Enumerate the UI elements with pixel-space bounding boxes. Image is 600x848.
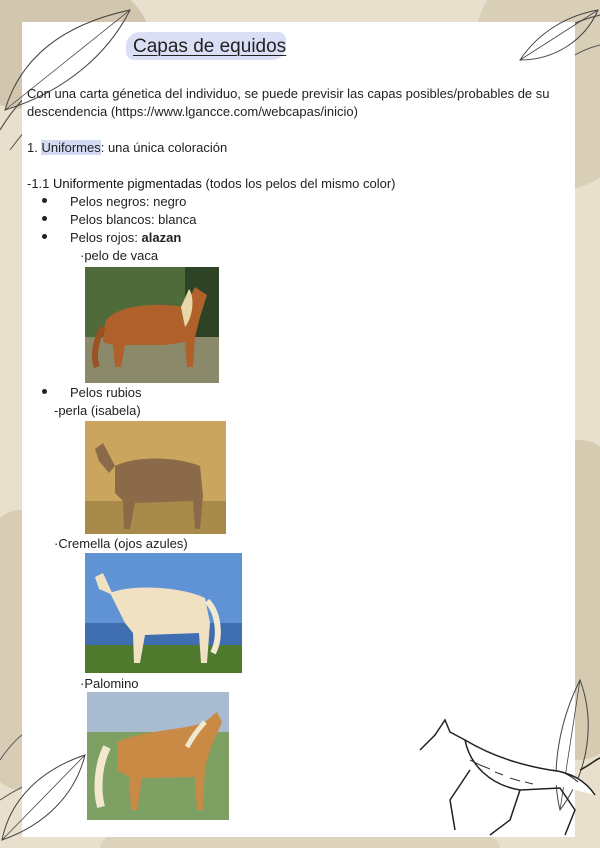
section-1-number: 1. — [27, 140, 42, 155]
section-1-heading — [27, 139, 227, 156]
section-1-term: Uniformes — [41, 140, 101, 155]
pelo-vaca-label: ·pelo de vaca — [80, 248, 159, 263]
intro-line-1: Con una carta génetica del individuo, se puede previsir las capas posibles/probables de su — [27, 86, 550, 101]
leaf-decoration-bottom-left — [0, 730, 90, 848]
bullet-dot — [42, 216, 47, 221]
section-1-rest: : una única coloración — [100, 140, 228, 155]
subsection-number: -1.1 — [27, 176, 54, 191]
list-item: Pelos negros: negro — [70, 194, 187, 209]
cremella-label: ·Cremella (ojos azules) — [54, 536, 188, 551]
leaf-decoration-top-left — [0, 0, 140, 120]
palomino-label: ·Palomino — [80, 676, 139, 691]
perla-label: -perla (isabela) — [54, 403, 141, 418]
subsection-term: Uniformente pigmentadas — [53, 176, 202, 191]
horse-sketch-illustration — [410, 710, 600, 840]
page-title: Capas de equidos — [133, 36, 287, 57]
list-item: Pelos rubios — [70, 385, 142, 400]
list-item — [70, 229, 181, 246]
subsection-1-1-heading — [27, 175, 396, 192]
subsection-rest: (todos los pelos del mismo color) — [201, 176, 396, 191]
bullet-dot — [42, 198, 47, 203]
alazan-term: alazan — [141, 230, 182, 245]
list-item-label: Pelos rojos: — [70, 230, 142, 245]
horse-photo-alazan — [85, 267, 219, 383]
list-item: Pelos blancos: blanca — [70, 212, 197, 227]
bullet-dot — [42, 234, 47, 239]
bullet-dot — [42, 389, 47, 394]
intro-line-2: descendencia (https://www.lgancce.com/webcapas/inicio) — [27, 104, 358, 119]
